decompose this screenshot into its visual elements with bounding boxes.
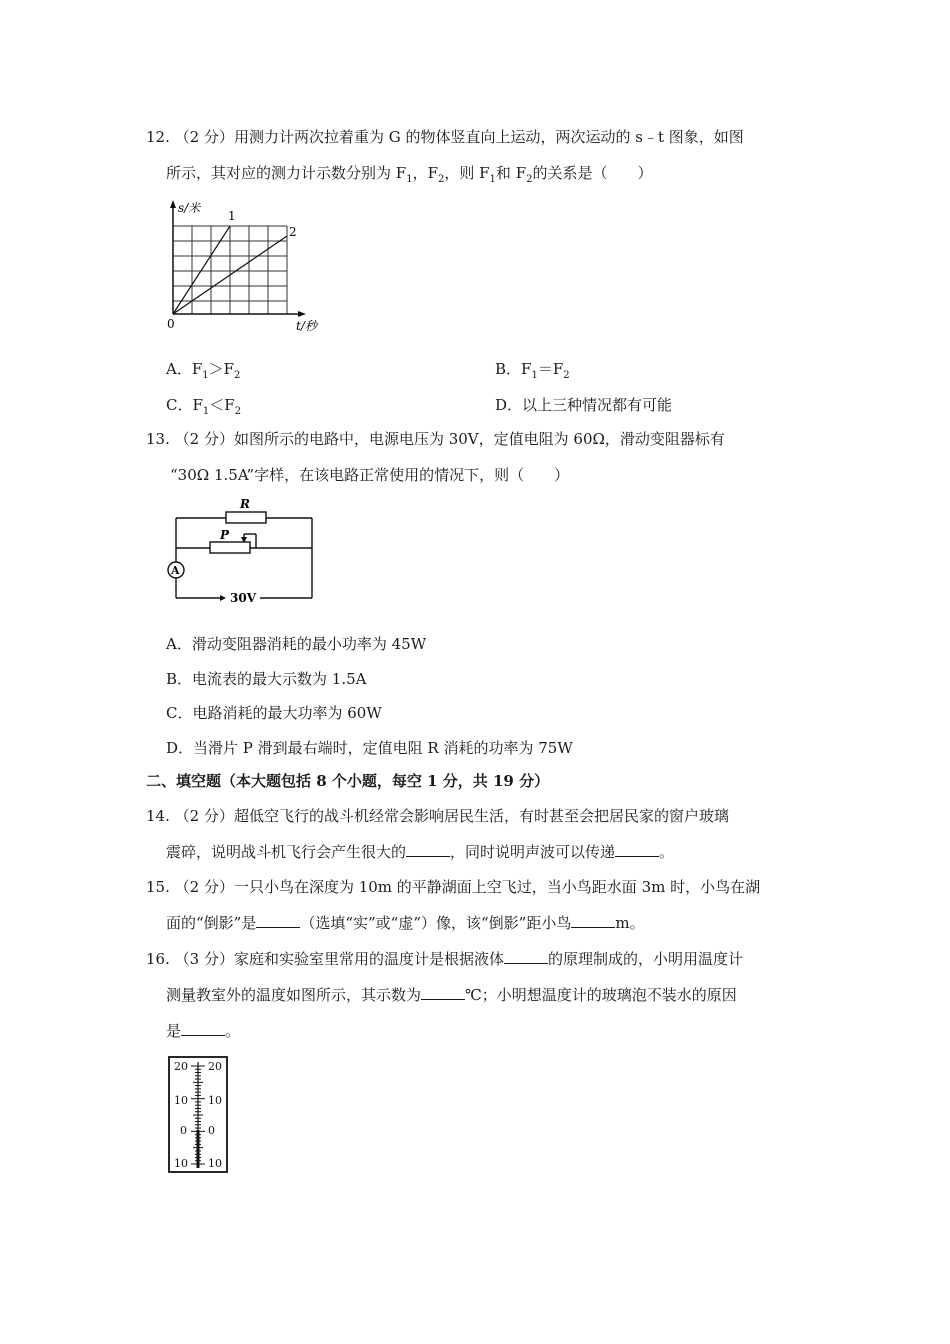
q12-text-d: 和 F (495, 164, 527, 182)
q15-text-line1: （2 分）一只小鸟在深度为 10m 的平静湖面上空飞过，当小鸟距水面 3m 时，小鸟在湖 (174, 878, 761, 896)
q12-option-d[interactable]: D．以上三种情况都有可能 (495, 396, 673, 414)
q16-text-e: 是 (166, 1022, 182, 1040)
q13-option-a[interactable]: A．滑动变阻器消耗的最小功率为 45W (166, 635, 427, 653)
slider-label: P (220, 528, 230, 542)
origin-label: 0 (167, 317, 175, 331)
section-title: 二、填空题（本大题包括 8 个小题，每空 1 分，共 19 分） (146, 772, 550, 790)
source-label: 30V (230, 591, 257, 605)
option-text: B．F (495, 360, 532, 378)
q13-option-d[interactable]: D．当滑片 P 滑到最右端时，定值电阻 R 消耗的功率为 75W (166, 739, 573, 757)
q14-text-a: 震碎，说明战斗机飞行会产生很大的 (166, 843, 407, 861)
q12-sub: 1 (406, 174, 413, 185)
q14-line2 (166, 842, 674, 862)
scale-right-20: 20 (208, 1060, 222, 1073)
scale-left-10b: 10 (174, 1157, 188, 1170)
q12-text-b: ，F (412, 164, 438, 182)
q16-blank-2[interactable] (421, 985, 465, 1000)
scale-left-0: 0 (180, 1124, 187, 1137)
thermometer (166, 1054, 230, 1176)
q12-sub: 2 (437, 174, 445, 185)
x-axis-label: t/秒 (296, 319, 317, 333)
q16-text-c: 测量教室外的温度如图所示，其示数为 (166, 986, 422, 1004)
q12-text-line1: （2 分）用测力计两次拉着重为 G 的物体竖直向上运动，两次运动的 s﹣t 图象，如图 (174, 128, 744, 146)
q12-text-e: 的关系是（ ） (532, 164, 653, 182)
q13-line2: “30Ω 1.5A”字样，在该电路正常使用的情况下，则（ ） (170, 466, 570, 484)
q14-blank-1[interactable] (406, 842, 450, 857)
ammeter-label: A (171, 564, 180, 577)
option-text: A．F (166, 360, 203, 378)
q15-text-a: 面的“倒影”是 (166, 914, 257, 932)
q15-line2 (166, 913, 645, 933)
q15-blank-2[interactable] (571, 913, 615, 928)
q14-line1 (146, 806, 729, 826)
q16-text-f: 。 (225, 1022, 241, 1040)
option-text: ＞F (208, 360, 235, 378)
resistor-label: R (240, 497, 250, 511)
q13-option-c[interactable]: C．电路消耗的最大功率为 60W (166, 704, 382, 722)
st-graph (160, 196, 320, 336)
q16-text-b: 的原理制成的，小明用温度计 (547, 950, 743, 968)
q16-blank-3[interactable] (181, 1021, 225, 1036)
option-text: ＝F (537, 360, 564, 378)
q12-line2 (166, 163, 653, 183)
q16-blank-1[interactable] (504, 949, 548, 964)
option-text: C．F (166, 396, 203, 414)
option-text: ＜F (209, 396, 235, 414)
q16-text-a: （3 分）家庭和实验室里常用的温度计是根据液体 (174, 950, 504, 968)
q12-sub: 2 (526, 174, 533, 185)
line1-label: 1 (228, 209, 236, 223)
option-sub: 1 (202, 406, 210, 417)
q14-blank-2[interactable] (615, 842, 659, 857)
q16-line2 (166, 985, 737, 1005)
q16-text-d: ℃；小明想温度计的玻璃泡不装水的原因 (465, 986, 737, 1004)
q12-sub: 1 (489, 174, 496, 185)
option-sub: 2 (234, 370, 241, 381)
y-axis-label: s/米 (178, 201, 201, 215)
q14-text-b: ，同时说明声波可以传递 (450, 843, 616, 861)
option-sub: 1 (202, 370, 209, 381)
q14-number: 14. (146, 807, 170, 825)
line2-label: 2 (289, 225, 297, 239)
liquid-column (197, 1130, 200, 1168)
circuit-diagram (160, 496, 330, 608)
scale-right-10b: 10 (208, 1157, 222, 1170)
q16-line3 (166, 1021, 240, 1041)
option-sub: 2 (563, 370, 570, 381)
q13-option-b[interactable]: B．电流表的最大示数为 1.5A (166, 670, 367, 688)
q16-line1 (146, 949, 743, 969)
q16-number: 16. (146, 950, 170, 968)
scale-left-10: 10 (174, 1094, 188, 1107)
q15-number: 15. (146, 878, 170, 896)
q14-text-line1: （2 分）超低空飞行的战斗机经常会影响居民生活，有时甚至会把居民家的窗户玻璃 (174, 807, 729, 825)
q14-text-c: 。 (659, 843, 675, 861)
q12-option-b[interactable] (495, 359, 570, 379)
q12-option-a[interactable] (166, 359, 240, 379)
scale-right-0: 0 (208, 1124, 215, 1137)
option-sub: 2 (234, 406, 242, 417)
scale-left-20: 20 (174, 1060, 188, 1073)
q15-blank-1[interactable] (256, 913, 300, 928)
resistor-r (226, 512, 266, 523)
q15-text-b: （选填“实”或“虚”）像，该“倒影”距小鸟 (300, 914, 572, 932)
q13-text-line1: （2 分）如图所示的电路中，电源电压为 30V，定值电阻为 60Ω，滑动变阻器标有 (174, 430, 725, 448)
q12-number: 12. (146, 128, 170, 146)
q12-text-c: ，则 F (444, 164, 490, 182)
option-sub: 1 (531, 370, 538, 381)
q15-text-c: m。 (615, 914, 645, 932)
q15-line1 (146, 877, 760, 897)
rheostat (210, 542, 250, 553)
q12-option-c[interactable] (166, 395, 241, 415)
scale-right-10: 10 (208, 1094, 222, 1107)
q13-line1 (146, 429, 725, 449)
q12-line1 (146, 127, 744, 147)
q13-number: 13. (146, 430, 170, 448)
q12-text-a: 所示，其对应的测力计示数分别为 F (166, 164, 407, 182)
